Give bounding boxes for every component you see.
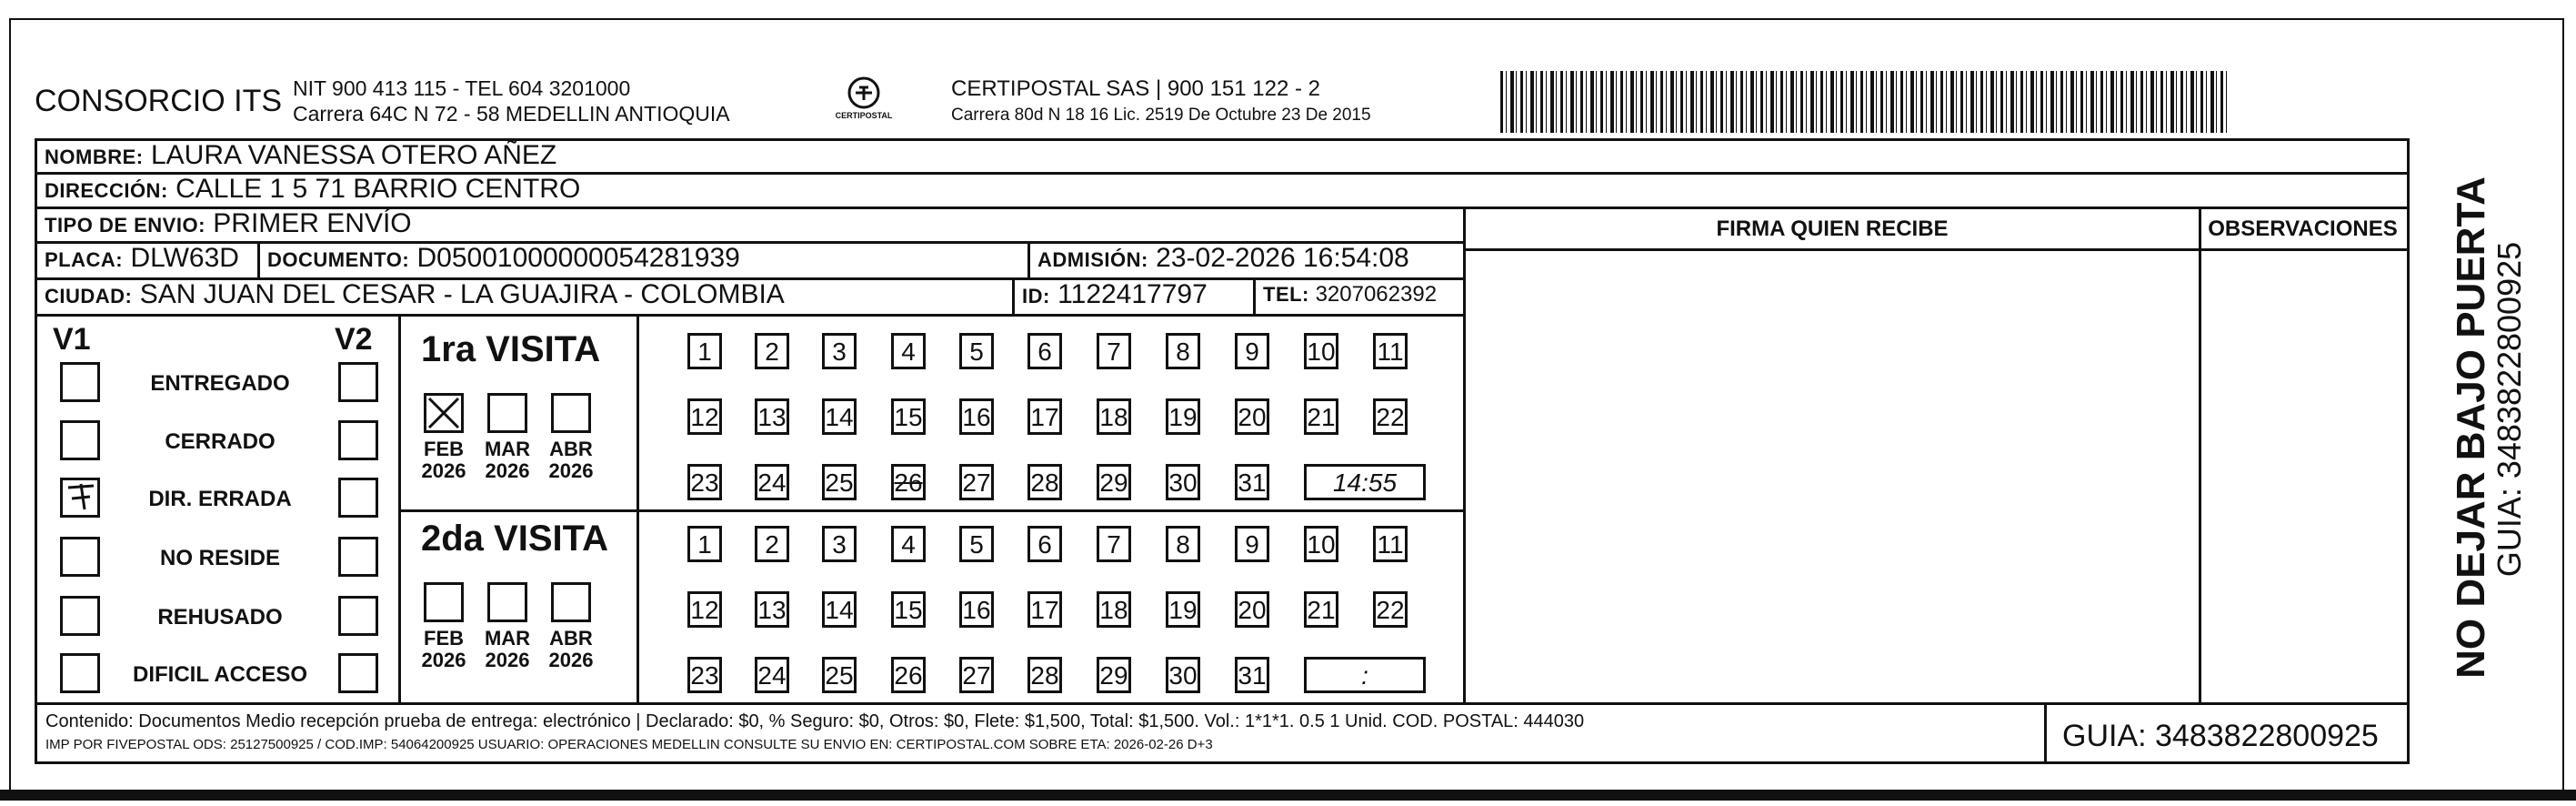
company-line-1: NIT 900 413 115 - TEL 604 3201000	[293, 76, 631, 100]
day-box[interactable]: 19	[1166, 398, 1200, 435]
status-label: DIFICIL ACCESO	[132, 662, 307, 687]
row-tipo	[35, 209, 1466, 244]
ciudad-value: SAN JUAN DEL CESAR - LA GUAJIRA - COLOMBIA	[139, 280, 785, 309]
bottom-rule	[0, 790, 2576, 801]
observaciones-panel	[2199, 209, 2410, 705]
day-box[interactable]: 26	[891, 464, 926, 500]
certipostal-logo-icon	[832, 73, 896, 129]
month-label: FEB 2026	[421, 438, 466, 482]
day-box[interactable]: 1	[687, 526, 722, 562]
month-checkbox[interactable]	[487, 582, 527, 622]
day-box[interactable]: 13	[755, 398, 789, 435]
day-box[interactable]: 8	[1166, 526, 1200, 562]
v1-label: V1	[53, 322, 91, 357]
documento-value: D05001000000054281939	[416, 244, 740, 273]
footer-line-1: Contenido: Documentos Medio recepción prueba de entrega: electrónico | Declarado: $0, % Seguro: $0, Otros: $0, Flete: $1,500, Total: $1,500. Vol.: 1*1*1. 0.5 1 Unid. COD. POSTAL: 444030	[45, 711, 1585, 731]
placa-value: DLW63D	[130, 244, 239, 273]
visit1-title: 1ra VISITA	[421, 329, 601, 369]
day-box[interactable]: 4	[891, 333, 926, 369]
day-box[interactable]: 3	[822, 333, 857, 369]
day-box[interactable]: 9	[1235, 526, 1269, 562]
v2-checkbox[interactable]	[338, 362, 378, 402]
v1-checkbox[interactable]	[60, 596, 100, 636]
day-box[interactable]: 10	[1304, 526, 1338, 562]
tipo-label: TIPO DE ENVIO:	[45, 214, 205, 237]
direccion-value: CALLE 1 5 71 BARRIO CENTRO	[175, 175, 581, 204]
firma-header: FIRMA QUIEN RECIBE	[1716, 217, 1949, 241]
day-box[interactable]: 13	[755, 591, 789, 628]
footer-guia: GUIA: 3483822800925	[2062, 719, 2379, 753]
ciudad-label: CIUDAD:	[45, 285, 133, 307]
day-box[interactable]: 17	[1027, 591, 1062, 628]
time-box[interactable]: :	[1304, 657, 1426, 693]
month-label: MAR 2026	[484, 627, 531, 671]
id-value: 1122417797	[1057, 280, 1208, 309]
day-box[interactable]: 20	[1235, 398, 1269, 435]
time-box[interactable]: 14:55	[1304, 464, 1426, 500]
day-box[interactable]: 19	[1166, 591, 1200, 628]
tipo-value: PRIMER ENVÍO	[213, 209, 412, 238]
day-box[interactable]: 7	[1097, 526, 1131, 562]
month-checkbox[interactable]	[487, 393, 527, 433]
row-nombre	[35, 138, 2410, 175]
row-ciudad	[35, 280, 1015, 317]
v1-checkbox[interactable]	[60, 478, 100, 518]
month-label: MAR 2026	[484, 438, 531, 482]
day-box[interactable]: 31	[1235, 657, 1269, 693]
day-box[interactable]: 27	[959, 464, 994, 500]
day-box[interactable]: 23	[687, 657, 722, 693]
month-checkbox[interactable]	[551, 393, 591, 433]
carrier-line-1: CERTIPOSTAL SAS | 900 151 122 - 2	[951, 76, 1320, 101]
day-box[interactable]: 12	[687, 398, 722, 435]
day-box[interactable]: 24	[755, 464, 789, 500]
direccion-label: DIRECCIÓN:	[45, 179, 168, 202]
day-box[interactable]: 16	[959, 398, 994, 435]
day-box[interactable]: 7	[1097, 333, 1131, 369]
row-tel	[1253, 280, 1466, 317]
day-box[interactable]: 11	[1373, 526, 1408, 562]
tel-label: TEL:	[1263, 283, 1309, 306]
day-box[interactable]: 8	[1166, 333, 1200, 369]
observaciones-header: OBSERVACIONES	[2208, 217, 2398, 241]
v1-checkbox[interactable]	[60, 420, 100, 460]
day-box[interactable]: 9	[1235, 333, 1269, 369]
day-box[interactable]: 30	[1166, 657, 1200, 693]
day-box[interactable]: 17	[1027, 398, 1062, 435]
day-box[interactable]: 5	[959, 333, 994, 369]
day-box[interactable]: 18	[1097, 398, 1131, 435]
day-box[interactable]: 28	[1027, 464, 1062, 500]
documento-label: DOCUMENTO:	[267, 248, 410, 271]
day-box[interactable]: 31	[1235, 464, 1269, 500]
side-guia: GUIA: 3483822800925	[2491, 241, 2528, 578]
day-box[interactable]: 3	[822, 526, 857, 562]
day-box[interactable]: 18	[1097, 591, 1131, 628]
day-box[interactable]: 27	[959, 657, 994, 693]
day-box[interactable]: 2	[755, 333, 789, 369]
id-label: ID:	[1022, 285, 1050, 307]
day-box[interactable]: 15	[891, 591, 926, 628]
day-box[interactable]: 25	[822, 464, 857, 500]
firma-panel	[1463, 209, 2201, 705]
month-label: ABR 2026	[548, 438, 594, 482]
logo-text: CERTIPOSTAL	[835, 111, 893, 120]
day-box[interactable]: 4	[891, 526, 926, 562]
row-direccion	[35, 175, 2410, 209]
day-box[interactable]: 20	[1235, 591, 1269, 628]
day-box[interactable]: 26	[891, 657, 926, 693]
month-label: FEB 2026	[421, 627, 466, 671]
day-box[interactable]: 12	[687, 591, 722, 628]
status-label: ENTREGADO	[150, 371, 290, 396]
carrier-line-2: Carrera 80d N 18 16 Lic. 2519 De Octubre 23 De 2015	[951, 106, 1371, 125]
day-box[interactable]: 14	[822, 398, 857, 435]
nombre-label: NOMBRE:	[45, 146, 144, 168]
day-box[interactable]: 14	[822, 591, 857, 628]
v2-checkbox[interactable]	[338, 596, 378, 636]
v2-checkbox[interactable]	[338, 653, 378, 693]
side-warning: NO DEJAR BAJO PUERTA	[2449, 176, 2493, 679]
month-checkbox[interactable]	[424, 393, 464, 433]
month-checkbox[interactable]	[424, 582, 464, 622]
visit2-title: 2da VISITA	[421, 519, 608, 559]
day-box[interactable]: 22	[1373, 398, 1408, 435]
footer-line-2: IMP POR FIVEPOSTAL ODS: 25127500925 / COD.IMP: 54064200925 USUARIO: OPERACIONES MEDELLIN CONSULTE SU ENVIO EN: CERTIPOSTAL.COM SOBRE ETA: 2026-02-26 D+3	[45, 737, 1213, 752]
day-box[interactable]: 6	[1027, 333, 1062, 369]
day-box[interactable]: 29	[1097, 464, 1131, 500]
day-box[interactable]: 2	[755, 526, 789, 562]
company-name: CONSORCIO ITS	[35, 84, 283, 118]
v2-label: V2	[335, 322, 373, 357]
status-label: CERRADO	[165, 429, 276, 454]
admision-value: 23-02-2026 16:54:08	[1156, 244, 1409, 273]
v2-checkbox[interactable]	[338, 537, 378, 577]
day-box[interactable]: 6	[1027, 526, 1062, 562]
row-id	[1012, 280, 1256, 317]
day-box[interactable]: 5	[959, 526, 994, 562]
day-box[interactable]: 23	[687, 464, 722, 500]
company-line-2: Carrera 64C N 72 - 58 MEDELLIN ANTIOQUIA	[293, 102, 730, 126]
barcode	[1500, 71, 2228, 133]
day-box[interactable]: 15	[891, 398, 926, 435]
day-box[interactable]: 21	[1304, 398, 1338, 435]
day-box[interactable]: 29	[1097, 657, 1131, 693]
tel-value: 3207062392	[1315, 282, 1438, 307]
day-box[interactable]: 25	[822, 657, 857, 693]
day-box[interactable]: 10	[1304, 333, 1338, 369]
day-box[interactable]: 11	[1373, 333, 1408, 369]
nombre-value: LAURA VANESSA OTERO AÑEZ	[150, 140, 557, 170]
day-box[interactable]: 28	[1027, 657, 1062, 693]
status-label: DIR. ERRADA	[148, 487, 292, 511]
placa-label: PLACA:	[45, 248, 124, 271]
v1-checkbox[interactable]	[60, 537, 100, 577]
row-placa	[35, 244, 260, 280]
v1-checkbox[interactable]	[60, 362, 100, 402]
day-box[interactable]: 30	[1166, 464, 1200, 500]
day-box[interactable]: 22	[1373, 591, 1408, 628]
v2-checkbox[interactable]	[338, 478, 378, 518]
day-box[interactable]: 24	[755, 657, 789, 693]
row-admision	[1027, 244, 1466, 280]
status-label: NO RESIDE	[159, 546, 281, 570]
day-box[interactable]: 16	[959, 591, 994, 628]
row-documento	[257, 244, 1030, 280]
month-checkbox[interactable]	[551, 582, 591, 622]
status-label: REHUSADO	[157, 605, 283, 630]
day-box[interactable]: 1	[687, 333, 722, 369]
month-label: ABR 2026	[548, 627, 594, 671]
admision-label: ADMISIÓN:	[1037, 248, 1148, 271]
v2-checkbox[interactable]	[338, 420, 378, 460]
day-box[interactable]: 21	[1304, 591, 1338, 628]
v1-checkbox[interactable]	[60, 653, 100, 693]
